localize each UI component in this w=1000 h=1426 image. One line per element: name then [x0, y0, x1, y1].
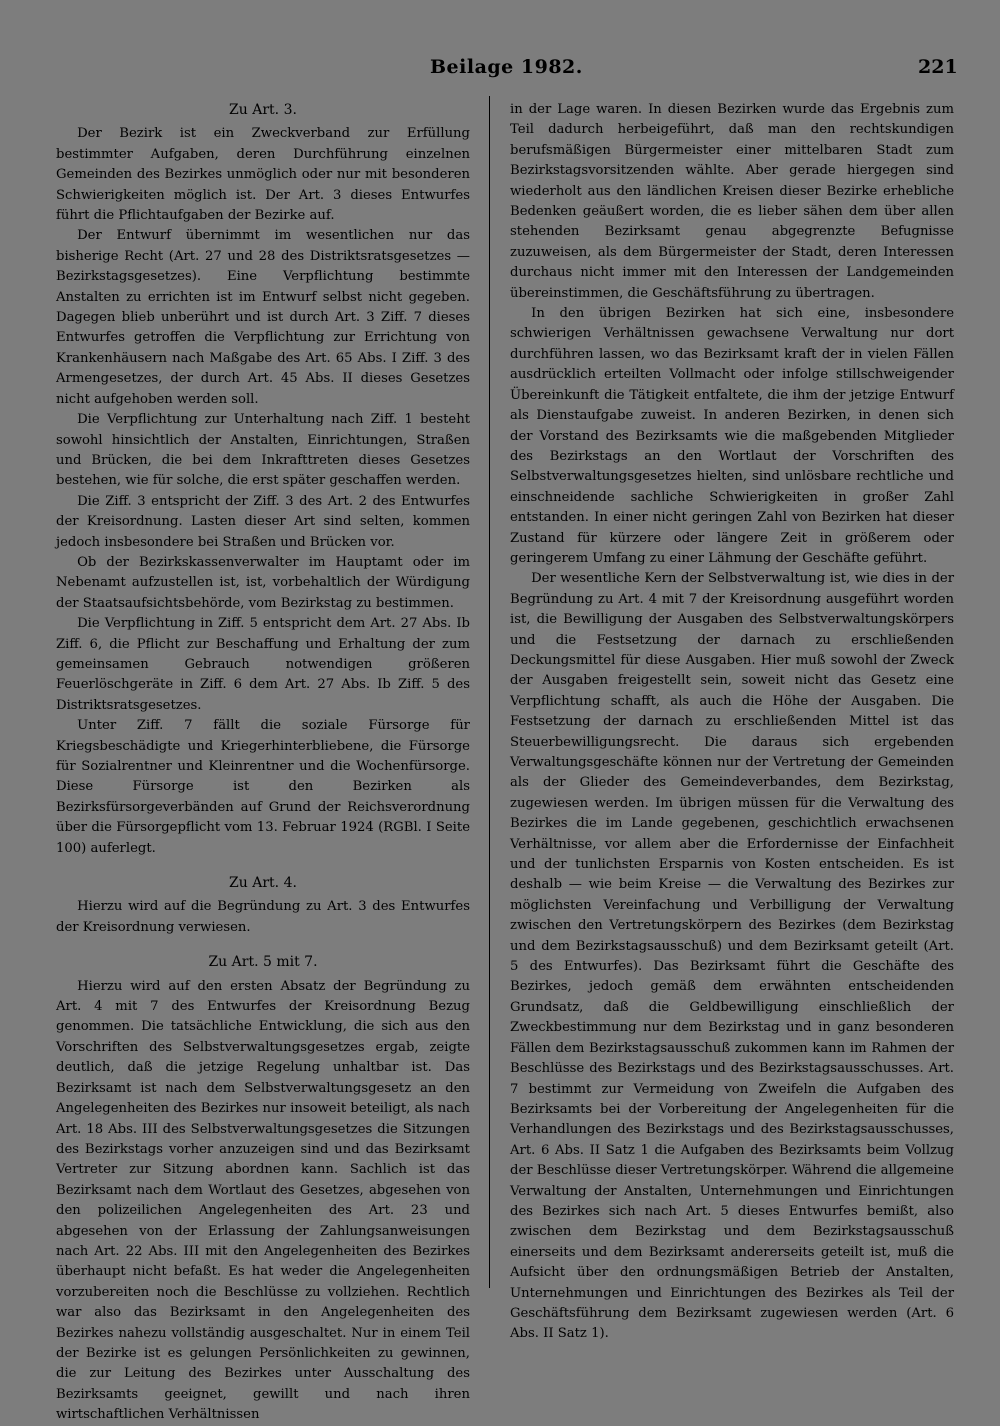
paragraph: Die Verpflichtung zur Unterhaltung nach Ziff. 1 besteht sowohl hinsichtlich der Anstalten, Einrichtungen, Straßen und Brücken, die bei dem Inkrafttreten dieses Gesetzes bestehen, wie für solche, die erst später geschaffen werden.: [56, 412, 470, 489]
page-number: 221: [918, 56, 958, 78]
running-title: Beilage 1982.: [430, 56, 583, 78]
paragraph: in der Lage waren. In diesen Bezirken wurde das Ergebnis zum Teil dadurch herbeigeführt, daß man den rechtskundigen berufsmäßigen Bürgermeister einer mittelbaren Stadt zum Bezirkstagsvorsitzenden wählte. Aber gerade hiergegen sind wiederholt aus den ländlichen Kreisen dieser Bezirke erhebliche Bedenken geäußert worden, die es lieber sähen dem über allen stehenden Bezirksamt genau abgegrenzte Befugnisse zuzuweisen, als dem Bürgermeister der Stadt, deren Interessen durchaus nicht immer mit den Interessen der Landgemeinden übereinstimmen, die Geschäftsführung zu übertragen.: [510, 102, 954, 301]
paragraph: Die Verpflichtung in Ziff. 5 entspricht dem Art. 27 Abs. Ib Ziff. 6, die Pflicht zur Beschaffung und Erhaltung der zum gemeinsamen Gebrauch notwendigen größeren Feuerlöschgeräte in Ziff. 6 dem Art. 27 Abs. Ib Ziff. 5 des Distriktsratsgesetzes.: [56, 616, 470, 713]
section-heading-art3: Zu Art. 3.: [229, 102, 297, 118]
page-header: [0, 56, 1000, 88]
paragraph: In den übrigen Bezirken hat sich eine, insbesondere schwierigen Verhältnissen gewachsene Verwaltung nur dort durchführen lassen, wo das Bezirksamt kraft der in vielen Fällen ausdrücklich erteilten Vollmacht oder infolge stillschweigender Übereinkunft die Tätigkeit entfaltete, die ihm der jetzige Entwurf als Dienstaufgabe zuweist. In anderen Bezirken, in denen sich der Vorstand des Bezirksamts wie die maßgebenden Mitglieder des Bezirkstags an den Wortlaut der Vorschriften des Selbstverwaltungsgesetzes hielten, sind unlösbare rechtliche und einschneidende sachliche Schwierigkeiten in großer Zahl entstanden. In einer nicht geringen Zahl von Bezirken hat dieser Zustand für kürzere oder längere Zeit in größerem oder geringerem Umfang zu einer Lähmung der Geschäfte geführt.: [510, 306, 954, 566]
paragraph: Unter Ziff. 7 fällt die soziale Fürsorge für Kriegsbeschädigte und Kriegerhinterbliebene, die Fürsorge für Sozialrentner und Kleinrentner und die Wochenfürsorge. Diese Fürsorge ist den Bezirken als Bezirksfürsorgeverbänden auf Grund der Reichsverordnung über die Fürsorgepflicht vom 13. Februar 1924 (RGBl. I Seite 100) auferlegt.: [56, 718, 470, 856]
paragraph: Die Ziff. 3 entspricht der Ziff. 3 des Art. 2 des Entwurfes der Kreisordnung. Lasten dieser Art sind selten, kommen jedoch insbesondere bei Straßen und Brücken vor.: [56, 493, 470, 550]
paragraph: Der wesentliche Kern der Selbstverwaltung ist, wie dies in der Begründung zu Art. 4 mit 7 der Kreisordnung ausgeführt worden ist, die Bewilligung der Ausgaben des Selbstverwaltungskörpers und die Festsetzung der darnach zu erschließenden Deckungsmittel für diese Ausgaben. Hier muß sowohl der Zweck der Ausgaben freigestellt sein, soweit nicht das Gesetz eine Verpflichtung schafft, als auch die Höhe der Ausgaben. Die Festsetzung der darnach zu erschließenden Mittel ist das Steuerbewilligungsrecht. Die daraus sich ergebenden Verwaltungsgeschäfte können nur der Vertretung der Gemeinden als der Glieder des Gemeindeverbandes, dem Bezirkstag, zugewiesen werden. Im übrigen müssen für die Verwaltung des Bezirkes die im Lande gegebenen, geschichtlich erwachsenen Verhältnisse, vor allem aber die Erfordernisse der Einfachheit und der tunlichsten Ersparnis von Kosten entscheiden. Es ist deshalb — wie beim Kreise — die Verwaltung des Bezirkes zur möglichsten Vereinfachung und Verbilligung der Verwaltung zwischen den Vertretungskörpern des Bezirkes (dem Bezirkstag und dem Bezirkstagsausschuß) und dem Bezirksamt geteilt (Art. 5 des Entwurfes). Das Bezirksamt führt die Geschäfte des Bezirkes, jedoch gemäß dem erwähnten entscheidenden Grundsatz, daß die Geldbewilligung einschließlich der Zweckbestimmung nur dem Bezirkstag und in ganz besonderen Fällen dem Bezirkstagsausschuß zukommen kann im Rahmen der Beschlüsse des Bezirkstags und des Bezirkstagsausschusses. Art. 7 bestimmt zur Vermeidung von Zweifeln die Aufgaben des Bezirksamts bei der Vorbereitung der Angelegenheiten für die Verhandlungen des Bezirkstags und des Bezirkstagsausschusses, Art. 6 Abs. II Satz 1 die Aufgaben des Bezirksamts beim Vollzug der Beschlüsse dieser Vertretungskörper. Während die allgemeine Verwaltung der Anstalten, Unternehmungen und Einrichtungen des Bezirkes sich nach Art. 5 dieses Entwurfes bemißt, also zwischen dem Bezirkstag und dem Bezirkstagsausschuß einerseits und dem Bezirksamt andererseits geteilt ist, muß die Aufsicht über den ordnungsmäßigen Betrieb der Anstalten, Unternehmungen und Einrichtungen des Bezirkes als Teil der Geschäftsführung dem Bezirksamt zugewiesen werden (Art. 6 Abs. II Satz 1).: [510, 571, 954, 1342]
paragraph: Hierzu wird auf den ersten Absatz der Begründung zu Art. 4 mit 7 des Entwurfes der Kreisordnung Bezug genommen. Die tatsächliche Entwicklung, die sich aus den Vorschriften des Selbstverwaltungsgesetzes ergab, zeigte deutlich, daß die jetzige Regelung unhaltbar ist. Das Bezirksamt ist nach dem Selbstverwaltungsgesetz an den Angelegenheiten des Bezirkes nur insoweit beteiligt, als nach Art. 18 Abs. III des Selbstverwaltungsgesetzes die Sitzungen des Bezirkstags vorher anzuzeigen sind und das Bezirksamt Vertreter zur Sitzung abordnen kann. Sachlich ist das Bezirksamt nach dem Wortlaut des Gesetzes, abgesehen von den polizeilichen Angelegenheiten des Art. 23 und abgesehen von der Erlassung der Zahlungsanweisungen nach Art. 22 Abs. III mit den Angelegenheiten des Bezirkes überhaupt nicht befaßt. Es hat weder die Angelegenheiten vorzubereiten noch die Beschlüsse zu vollziehen. Rechtlich war also das Bezirksamt in den Angelegenheiten des Bezirkes nahezu vollständig ausgeschaltet. Nur in einem Teil der Bezirke ist es gelungen Persönlichkeiten zu gewinnen, die zur Leitung des Bezirkes unter Ausschaltung des Bezirksamts geeignet, gewillt und nach ihren wirtschaftlichen Verhältnissen: [56, 978, 470, 1423]
paragraph: Ob der Bezirkskassenverwalter im Hauptamt oder im Nebenamt aufzustellen ist, ist, vorbehaltlich der Würdigung der Staatsaufsichtsbehörde, vom Bezirkstag zu bestimmen.: [56, 554, 470, 611]
section-heading-art5: Zu Art. 5 mit 7.: [208, 954, 318, 971]
paragraph: Hierzu wird auf die Begründung zu Art. 3 des Entwurfes der Kreisordnung verwiesen.: [56, 899, 470, 935]
section-heading-art4: Zu Art. 4.: [229, 875, 297, 892]
left-column: [56, 100, 470, 1426]
paragraph: Der Bezirk ist ein Zweckverband zur Erfüllung bestimmter Aufgaben, deren Durchführung einzelnen Gemeinden des Bezirkes unmöglich oder nur mit besonderen Schwierigkeiten möglich ist. Der Art. 3 dieses Entwurfes führt die Pflichtaufgaben der Bezirke auf.: [56, 126, 470, 224]
right-column: [510, 100, 954, 1345]
paragraph: Der Entwurf übernimmt im wesentlichen nur das bisherige Recht (Art. 27 und 28 des Distriktsratsgesetzes — Bezirkstagsgesetzes). Eine Verpflichtung bestimmte Anstalten zu errichten ist im Entwurf selbst nicht gegeben. Dagegen blieb unberührt und ist durch Art. 3 Ziff. 7 dieses Entwurfes getroffen die Verpflichtung zur Errichtung von Krankenhäusern nach Maßgabe des Art. 65 Abs. I Ziff. 3 des Armengesetzes, der durch Art. 45 Abs. II dieses Gesetzes nicht aufgehoben werden soll.: [56, 228, 470, 407]
column-divider: [489, 96, 490, 1288]
